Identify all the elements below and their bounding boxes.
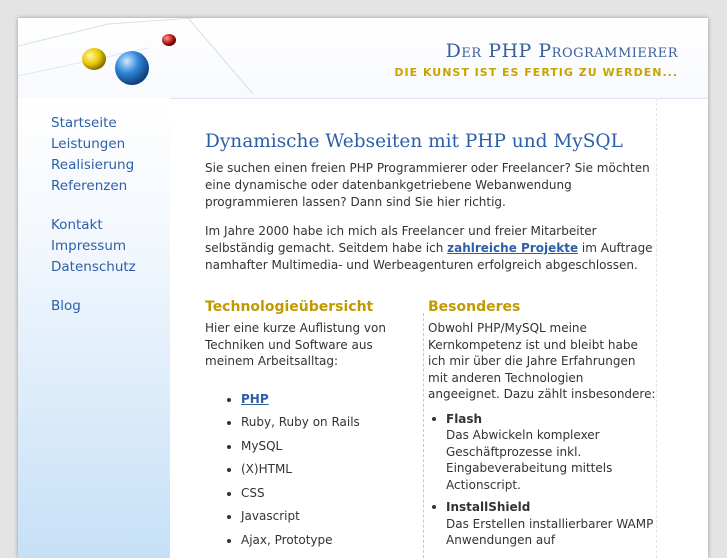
special-column [428,298,658,555]
main-content [205,98,658,558]
nav-group-main [18,113,170,197]
special-heading: Besonderes [428,299,521,315]
list-item: Javascript [227,505,400,529]
list-item [432,499,658,549]
history-text-after: im Auftrage namhafter Multimedia- und Werbeagenturen erfolgreich abgeschlossen. [205,241,653,272]
intro-paragraph: Sie suchen einen freien PHP Programmierer oder Freelancer? Sie möchten eine dynamische oder datenbankgetriebene Webanwendung programmieren lassen? Dann sind Sie hier richtig. [205,161,650,209]
tech-heading: Technologieübersicht [205,299,374,315]
site-title[interactable]: Der PHP Programmierer [445,40,678,62]
nav-group-blog [18,296,170,317]
nav-item-leistungen[interactable]: Leistungen [51,136,126,152]
special-intro: Obwohl PHP/MySQL meine Kernkompetenz ist und bleibt habe ich mir über die Jahre Erfahrungen mit anderen Technologien angeeignet. Dazu zählt insbesondere: [428,321,656,401]
column-divider [423,313,424,558]
special-item-text: Das Erstellen installierbarer WAMP Anwendungen auf [446,516,654,547]
list-item [432,411,658,494]
special-item-title: Flash [446,411,483,426]
tech-overview-column [205,298,400,552]
nav-item-startseite[interactable]: Startseite [51,115,117,131]
nav-item-kontakt[interactable]: Kontakt [51,217,103,233]
list-item: MySQL [227,435,400,459]
tech-list [205,388,400,553]
list-item [227,388,400,412]
page-heading: Dynamische Webseiten mit PHP und MySQL [205,131,623,152]
nav-item-realisierung[interactable]: Realisierung [51,157,135,173]
list-item: Ajax, Prototype [227,529,400,553]
tech-intro: Hier eine kurze Auflistung von Techniken und Software aus meinem Arbeitsalltag: [205,321,386,368]
colored-spheres-logo[interactable] [78,28,188,98]
sidebar-nav [18,98,170,558]
history-paragraph [205,223,655,274]
special-item-title: InstallShield [446,500,531,514]
site-tagline: DIE KUNST IST ES FERTIG ZU WERDEN... [394,66,678,79]
special-list [428,411,658,549]
projects-link[interactable]: zahlreiche Projekte [447,241,579,255]
history-text-before: Im Jahre 2000 habe ich mich als Freelancer und freier Mitarbeiter selbständig gemacht. Seitdem habe ich [205,224,597,255]
list-item: (X)HTML [227,458,400,482]
nav-item-impressum[interactable]: Impressum [51,238,127,254]
list-item: CSS [227,482,400,506]
php-link[interactable]: PHP [241,391,269,406]
page-container [18,18,708,558]
nav-item-referenzen[interactable]: Referenzen [51,178,128,194]
nav-item-datenschutz[interactable]: Datenschutz [51,259,136,275]
nav-group-info [18,215,170,278]
special-item-text: Das Abwickeln komplexer Geschäftprozesse inkl. Eingabeverabeitung mittels Actionscript. [446,428,613,492]
header [18,18,708,99]
nav-item-blog[interactable]: Blog [51,298,81,314]
list-item: Ruby, Ruby on Rails [227,411,400,435]
